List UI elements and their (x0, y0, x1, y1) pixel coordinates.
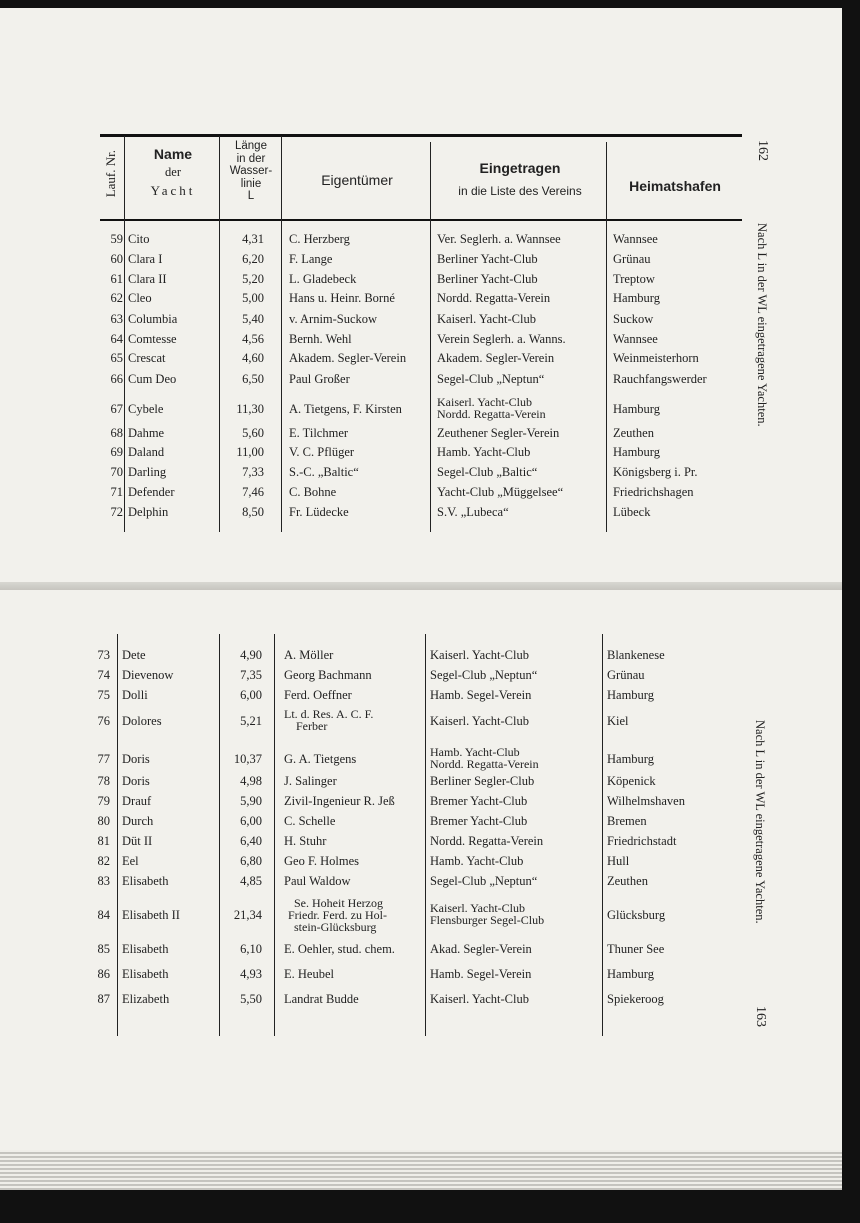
cell-owner: Lt. d. Res. A. C. F. (284, 707, 374, 721)
cell-name: Daland (128, 445, 165, 459)
cell-l: 5,40 (242, 312, 264, 326)
cell-verein: Segel-Club „Baltic“ (437, 465, 538, 479)
header-eingetragen-line1: Eingetragen (479, 160, 561, 176)
cell-l: 4,98 (240, 774, 262, 788)
cell-owner: Paul Waldow (284, 874, 351, 888)
cell-owner: A. Tietgens, F. Kirsten (289, 402, 402, 416)
header-name (128, 146, 218, 199)
cell-verein: Hamb. Yacht-Club (430, 854, 524, 868)
cell-hafen: Weinmeisterhorn (613, 351, 699, 365)
cell-hafen: Hamburg (613, 291, 660, 305)
cell-owner: C. Herzberg (289, 232, 350, 246)
cell-l: 5,21 (240, 714, 262, 728)
cell-verein: Zeuthener Segler-Verein (437, 426, 560, 440)
cell-owner: Bernh. Wehl (289, 332, 352, 346)
cell-hafen: Suckow (613, 312, 654, 326)
cell-nr: 67 (110, 402, 123, 416)
cell-name: Elizabeth (122, 992, 170, 1006)
cell-owner: v. Arnim-Suckow (289, 312, 378, 326)
running-side-note: Nach L in der WL eingetragene Yachten. (755, 223, 769, 427)
cell-l: 6,20 (242, 252, 264, 266)
cell-hafen: Wilhelmshaven (607, 794, 685, 808)
cell-hafen: Thuner See (607, 942, 665, 956)
cell-hafen: Kiel (607, 714, 629, 728)
cell-verein2: Nordd. Regatta-Verein (437, 407, 546, 421)
cell-hafen: Spiekeroog (607, 992, 664, 1006)
cell-hafen: Hull (607, 854, 630, 868)
table-top-rule (100, 134, 742, 137)
header-heimatshafen: Heimatshafen (629, 178, 721, 194)
page-edges (0, 1150, 842, 1190)
cell-verein: Bremer Yacht-Club (430, 794, 528, 808)
cell-owner: V. C. Pflüger (289, 445, 355, 459)
column-line (281, 136, 282, 532)
cell-hafen: Hamburg (607, 688, 654, 702)
cell-name: Dolli (122, 688, 148, 702)
cell-nr: 80 (97, 814, 110, 828)
cell-owner: J. Salinger (284, 774, 337, 788)
cell-l: 4,56 (242, 332, 264, 346)
cell-hafen: Hamburg (613, 445, 660, 459)
cell-nr: 76 (97, 714, 110, 728)
column-line (274, 634, 275, 1036)
cell-nr: 82 (97, 854, 110, 868)
cell-verein: Ver. Seglerh. a. Wannsee (437, 232, 561, 246)
cell-verein: Hamb. Yacht-Club (437, 445, 531, 459)
cell-name: Cleo (128, 291, 152, 305)
column-line (430, 142, 431, 532)
cell-verein: Kaiserl. Yacht-Club (437, 312, 536, 326)
cell-nr: 70 (110, 465, 123, 479)
cell-nr: 72 (110, 505, 123, 519)
cell-name: Düt II (122, 834, 153, 848)
cell-verein: Verein Seglerh. a. Wanns. (437, 332, 566, 346)
column-line (606, 142, 607, 532)
cell-name: Elisabeth (122, 942, 169, 956)
cell-nr: 81 (97, 834, 110, 848)
cell-name: Durch (122, 814, 154, 828)
column-line (425, 634, 426, 1036)
cell-owner3: stein-Glücksburg (294, 920, 377, 934)
cell-verein: Segel-Club „Neptun“ (430, 874, 538, 888)
cell-nr: 77 (97, 752, 110, 766)
cell-name: Dolores (122, 714, 162, 728)
cell-nr: 59 (110, 232, 123, 246)
column-line (117, 634, 118, 1036)
cell-owner: Fr. Lüdecke (289, 505, 349, 519)
cell-nr: 86 (97, 967, 110, 981)
cell-name: Doris (122, 752, 150, 766)
page-162 (0, 8, 842, 590)
cell-name: Comtesse (128, 332, 177, 346)
cell-hafen: Blankenese (607, 648, 665, 662)
cell-owner: G. A. Tietgens (284, 752, 357, 766)
cell-name: Crescat (128, 351, 166, 365)
cell-l: 8,50 (242, 505, 264, 519)
cell-hafen: Köpenick (607, 774, 656, 788)
header-laenge (222, 140, 280, 203)
cell-l: 6,80 (240, 854, 262, 868)
header-laenge-line4: linie (240, 177, 262, 190)
cell-nr: 83 (97, 874, 110, 888)
cell-name: Elisabeth (122, 874, 169, 888)
cell-name: Clara II (128, 272, 167, 286)
cell-l: 11,30 (236, 402, 264, 416)
header-name-line2: der (165, 165, 181, 179)
cell-hafen: Glücksburg (607, 908, 666, 922)
running-side-note: Nach L in der WL eingetragene Yachten. (753, 720, 767, 924)
cell-verein: Hamb. Segel-Verein (430, 967, 532, 981)
cell-name: Defender (128, 485, 175, 499)
column-line (124, 136, 125, 532)
cell-verein: Kaiserl. Yacht-Club (430, 901, 525, 915)
cell-nr: 71 (110, 485, 123, 499)
cell-nr: 61 (110, 272, 123, 286)
cell-nr: 62 (110, 291, 123, 305)
cell-verein: Berliner Segler-Club (430, 774, 535, 788)
cell-verein2: Nordd. Regatta-Verein (430, 757, 539, 771)
cell-owner: C. Schelle (284, 814, 336, 828)
cell-verein: Yacht-Club „Müggelsee“ (437, 485, 564, 499)
header-lauf-nr: Lauf. Nr. (103, 150, 118, 198)
cell-l: 5,50 (240, 992, 262, 1006)
cell-l: 6,00 (240, 814, 262, 828)
cell-hafen: Rauchfangswerder (613, 372, 707, 386)
cell-l: 4,93 (240, 967, 262, 981)
cell-verein: Kaiserl. Yacht-Club (430, 714, 529, 728)
cell-verein: Hamb. Yacht-Club (430, 745, 520, 759)
cell-verein: Kaiserl. Yacht-Club (430, 992, 529, 1006)
cell-verein: Nordd. Regatta-Verein (430, 834, 544, 848)
cell-l: 5,60 (242, 426, 264, 440)
cell-owner: Hans u. Heinr. Borné (289, 291, 395, 305)
cell-l: 4,31 (242, 232, 264, 246)
cell-name: Columbia (128, 312, 178, 326)
cell-name: Eel (122, 854, 139, 868)
cell-owner: F. Lange (289, 252, 333, 266)
cell-nr: 87 (97, 992, 110, 1006)
cell-verein: Berliner Yacht-Club (437, 272, 538, 286)
cell-verein: Hamb. Segel-Verein (430, 688, 532, 702)
cell-owner2: Ferber (296, 719, 328, 733)
cell-owner: E. Heubel (284, 967, 334, 981)
cell-owner2: Friedr. Ferd. zu Hol- (288, 908, 387, 922)
cell-name: Cybele (128, 402, 164, 416)
cell-name: Dete (122, 648, 146, 662)
cell-hafen: Hamburg (607, 967, 654, 981)
header-laenge-line2: in der (236, 152, 266, 165)
cell-l: 7,33 (242, 465, 264, 479)
cell-l: 4,90 (240, 648, 262, 662)
cell-hafen: Zeuthen (613, 426, 654, 440)
cell-nr: 74 (97, 668, 110, 682)
cell-owner: Zivil-Ingenieur R. Jeß (284, 794, 395, 808)
page-number: 162 (755, 140, 770, 161)
cell-nr: 85 (97, 942, 110, 956)
cell-hafen: Friedrichshagen (613, 485, 694, 499)
cell-verein: Nordd. Regatta-Verein (437, 291, 551, 305)
cell-hafen: Friedrichstadt (607, 834, 677, 848)
cell-hafen: Königsberg i. Pr. (613, 465, 698, 479)
cell-owner: Paul Großer (289, 372, 350, 386)
cell-hafen: Grünau (607, 668, 645, 682)
cell-l: 5,90 (240, 794, 262, 808)
cell-l: 6,10 (240, 942, 262, 956)
cell-owner: E. Tilchmer (289, 426, 349, 440)
cell-owner: Georg Bachmann (284, 668, 372, 682)
header-eigentuemer: Eigentümer (321, 172, 393, 188)
cell-hafen: Hamburg (607, 752, 654, 766)
cell-name: Drauf (122, 794, 152, 808)
cell-name: Cum Deo (128, 372, 177, 386)
cell-l: 6,50 (242, 372, 264, 386)
cell-verein: Segel-Club „Neptun“ (437, 372, 545, 386)
header-eingetragen (432, 160, 608, 198)
cell-verein: Berliner Yacht-Club (437, 252, 538, 266)
cell-owner: Ferd. Oeffner (284, 688, 352, 702)
cell-owner: E. Oehler, stud. chem. (284, 942, 395, 956)
cell-name: Dievenow (122, 668, 174, 682)
cell-owner: Se. Hoheit Herzog (294, 896, 383, 910)
page-number: 163 (753, 1006, 768, 1027)
cell-verein: S.V. „Lubeca“ (437, 505, 509, 519)
cell-l: 10,37 (233, 752, 262, 766)
cell-owner: A. Möller (284, 648, 334, 662)
cell-verein: Kaiserl. Yacht-Club (437, 395, 532, 409)
cell-hafen: Lübeck (613, 505, 651, 519)
cell-owner: Akadem. Segler-Verein (289, 351, 407, 365)
cell-name: Clara I (128, 252, 163, 266)
cell-nr: 60 (110, 252, 123, 266)
cell-nr: 75 (97, 688, 110, 702)
cell-nr: 65 (110, 351, 123, 365)
cell-l: 5,00 (242, 291, 264, 305)
cell-owner: L. Gladebeck (289, 272, 357, 286)
cell-l: 4,85 (240, 874, 262, 888)
cell-verein: Akad. Segler-Verein (430, 942, 532, 956)
cell-verein: Segel-Club „Neptun“ (430, 668, 538, 682)
cell-nr: 79 (97, 794, 110, 808)
cell-verein: Akadem. Segler-Verein (437, 351, 555, 365)
cell-nr: 68 (110, 426, 123, 440)
cell-name: Cito (128, 232, 150, 246)
cell-nr: 73 (97, 648, 110, 662)
cell-l: 11,00 (236, 445, 264, 459)
cell-hafen: Hamburg (613, 402, 660, 416)
cell-nr: 63 (110, 312, 123, 326)
cell-nr: 66 (110, 372, 123, 386)
cell-name: Elisabeth II (122, 908, 180, 922)
cell-hafen: Treptow (613, 272, 655, 286)
cell-hafen: Bremen (607, 814, 647, 828)
cell-hafen: Wannsee (613, 332, 658, 346)
cell-l: 21,34 (233, 908, 262, 922)
cell-verein: Bremer Yacht-Club (430, 814, 528, 828)
cell-name: Elisabeth (122, 967, 169, 981)
cell-nr: 69 (110, 445, 123, 459)
cell-name: Darling (128, 465, 167, 479)
column-line (602, 634, 603, 1036)
header-eingetragen-line2: in die Liste des Vereins (458, 184, 582, 198)
cell-nr: 78 (97, 774, 110, 788)
header-laenge-line5: L (247, 190, 255, 202)
header-name-line1: Name (153, 146, 193, 162)
cell-name: Delphin (128, 505, 169, 519)
cell-verein: Kaiserl. Yacht-Club (430, 648, 529, 662)
cell-hafen: Zeuthen (607, 874, 648, 888)
cell-name: Doris (122, 774, 150, 788)
cell-owner: Geo F. Holmes (284, 854, 360, 868)
header-laenge-line1: Länge (235, 140, 267, 152)
cell-nr: 84 (97, 908, 110, 922)
cell-owner: S.-C. „Baltic“ (289, 465, 359, 479)
cell-owner: Landrat Budde (284, 992, 359, 1006)
cell-l: 7,46 (242, 485, 264, 499)
cell-hafen: Grünau (613, 252, 651, 266)
cell-l: 5,20 (242, 272, 264, 286)
header-bottom-rule (100, 219, 742, 221)
cell-owner: C. Bohne (289, 485, 337, 499)
cell-l: 7,35 (240, 668, 262, 682)
page-163 (0, 590, 842, 1150)
cell-name: Dahme (128, 426, 165, 440)
cell-hafen: Wannsee (613, 232, 658, 246)
cell-verein2: Flensburger Segel-Club (430, 913, 545, 927)
header-name-line3: Yacht (150, 183, 196, 198)
cell-l: 6,00 (240, 688, 262, 702)
header-laenge-line3: Wasser- (229, 165, 273, 177)
cell-l: 4,60 (242, 351, 264, 365)
cell-owner: H. Stuhr (284, 834, 327, 848)
cell-l: 6,40 (240, 834, 262, 848)
cell-nr: 64 (110, 332, 123, 346)
